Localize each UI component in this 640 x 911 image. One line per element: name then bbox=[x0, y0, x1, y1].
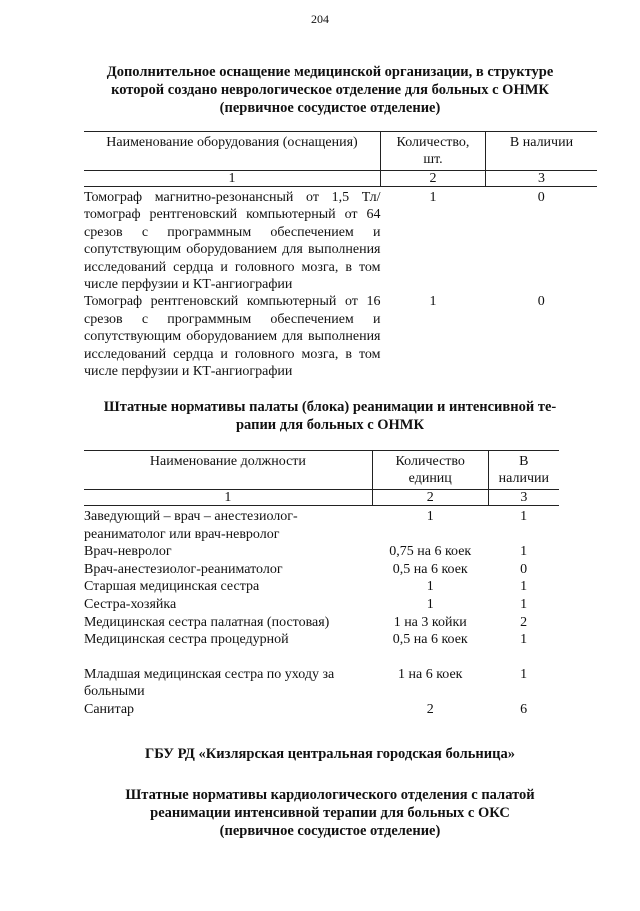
heading-line: Штатные нормативы кардиологического отделения с палатой bbox=[125, 787, 535, 803]
position-available: 0 bbox=[520, 561, 528, 577]
position-available: 1 bbox=[520, 596, 528, 612]
position-name: Врач-невролог bbox=[84, 544, 172, 560]
equipment-name: Томограф магнитно-резонансный от 1,5 Тл/томограф рентгеновский компьютерный от 64 срезов с программным обеспечением и сопутствующим оборудованием для выполнения исследований сердца и головного мозга, в том числе перфузии и КТ-ангиографии bbox=[84, 190, 381, 293]
table-row bbox=[84, 614, 559, 632]
position-available: 1 bbox=[520, 666, 528, 682]
table-row bbox=[84, 506, 559, 544]
position-available: 2 bbox=[520, 614, 528, 630]
heading-line: Штатные нормативы палаты (блока) реанимации и интенсивной те- bbox=[103, 399, 557, 415]
table-row bbox=[84, 561, 559, 579]
column-header: Количество, шт. bbox=[381, 132, 486, 171]
heading-line: реанимации интенсивной терапии для больных с ОКС bbox=[150, 805, 510, 821]
table-row bbox=[84, 293, 597, 380]
column-number-row bbox=[84, 490, 559, 506]
column-header: Наименование оборудования (оснащения) bbox=[84, 132, 381, 171]
icu-staff-section-title bbox=[60, 398, 600, 434]
position-name: Сестра-хозяйка bbox=[84, 596, 177, 612]
equipment-section-title bbox=[60, 63, 600, 117]
table-row bbox=[84, 578, 559, 596]
heading-line: которой создано неврологическое отделение для больных с ОНМК bbox=[111, 82, 549, 98]
spacer-row bbox=[84, 649, 559, 666]
column-number: 3 bbox=[486, 171, 598, 187]
position-units: 0,5 на 6 коек bbox=[392, 632, 468, 648]
position-available: 1 bbox=[520, 579, 528, 595]
column-number: 1 bbox=[84, 171, 381, 187]
column-header: В наличии bbox=[486, 132, 598, 171]
table-row bbox=[84, 666, 559, 701]
position-units: 0,75 на 6 коек bbox=[389, 544, 472, 560]
position-name: Санитар bbox=[84, 701, 135, 717]
equipment-available: 0 bbox=[537, 294, 545, 310]
position-name: Младшая медицинская сестра по уходу за больными bbox=[84, 666, 335, 700]
organization-name: ГБУ РД «Кизлярская центральная городская больница» bbox=[145, 746, 515, 762]
table-row bbox=[84, 631, 559, 649]
position-name: Медицинская сестра процедурной bbox=[84, 632, 289, 648]
position-available: 1 bbox=[520, 632, 528, 648]
position-units: 1 на 3 койки bbox=[393, 614, 467, 630]
position-units: 2 bbox=[426, 701, 434, 717]
column-header: Наименование должности bbox=[84, 451, 372, 490]
column-number: 2 bbox=[372, 490, 488, 506]
equipment-quantity: 1 bbox=[429, 190, 437, 205]
equipment-quantity: 1 bbox=[429, 294, 437, 310]
cardiology-staff-section-title bbox=[60, 786, 600, 840]
equipment-name: Томограф рентгеновский компьютерный от 16 срезов с программным обеспечением и сопутствующим оборудованием для выполнения исследований сердца и головного мозга, в том числе перфузии и КТ-ангиографии bbox=[84, 294, 381, 380]
position-units: 0,5 на 6 коек bbox=[392, 561, 468, 577]
heading-line: рапии для больных с ОНМК bbox=[235, 417, 425, 433]
table-row bbox=[84, 543, 559, 561]
position-available: 1 bbox=[520, 544, 528, 560]
table-header-row bbox=[84, 451, 559, 490]
column-header: В наличии bbox=[488, 451, 559, 490]
column-number: 1 bbox=[84, 490, 372, 506]
heading-line: Дополнительное оснащение медицинской организации, в структуре bbox=[106, 64, 554, 80]
column-number: 2 bbox=[381, 171, 486, 187]
table-row bbox=[84, 701, 559, 719]
column-number-row bbox=[84, 171, 597, 187]
position-name: Старшая медицинская сестра bbox=[84, 579, 260, 595]
table-row bbox=[84, 187, 597, 294]
heading-line: (первичное сосудистое отделение) bbox=[219, 100, 441, 116]
position-available: 6 bbox=[520, 701, 528, 717]
position-available: 1 bbox=[520, 509, 528, 524]
heading-line: (первичное сосудистое отделение) bbox=[219, 823, 441, 839]
equipment-table bbox=[84, 131, 597, 380]
position-name: Заведующий – врач – анестезиолог-реаниматолог или врач-невролог bbox=[84, 509, 298, 542]
position-name: Врач-анестезиолог-реаниматолог bbox=[84, 561, 283, 577]
column-number: 3 bbox=[488, 490, 559, 506]
position-name: Медицинская сестра палатная (постовая) bbox=[84, 614, 330, 630]
position-units: 1 на 6 коек bbox=[397, 666, 463, 682]
icu-staff-table bbox=[84, 450, 559, 719]
equipment-available: 0 bbox=[537, 190, 545, 205]
position-units: 1 bbox=[426, 596, 434, 612]
position-units: 1 bbox=[426, 579, 434, 595]
position-units: 1 bbox=[426, 509, 434, 524]
column-header: Количество единиц bbox=[372, 451, 488, 490]
page-number: 204 bbox=[311, 12, 329, 26]
table-row bbox=[84, 596, 559, 614]
table-header-row bbox=[84, 132, 597, 171]
